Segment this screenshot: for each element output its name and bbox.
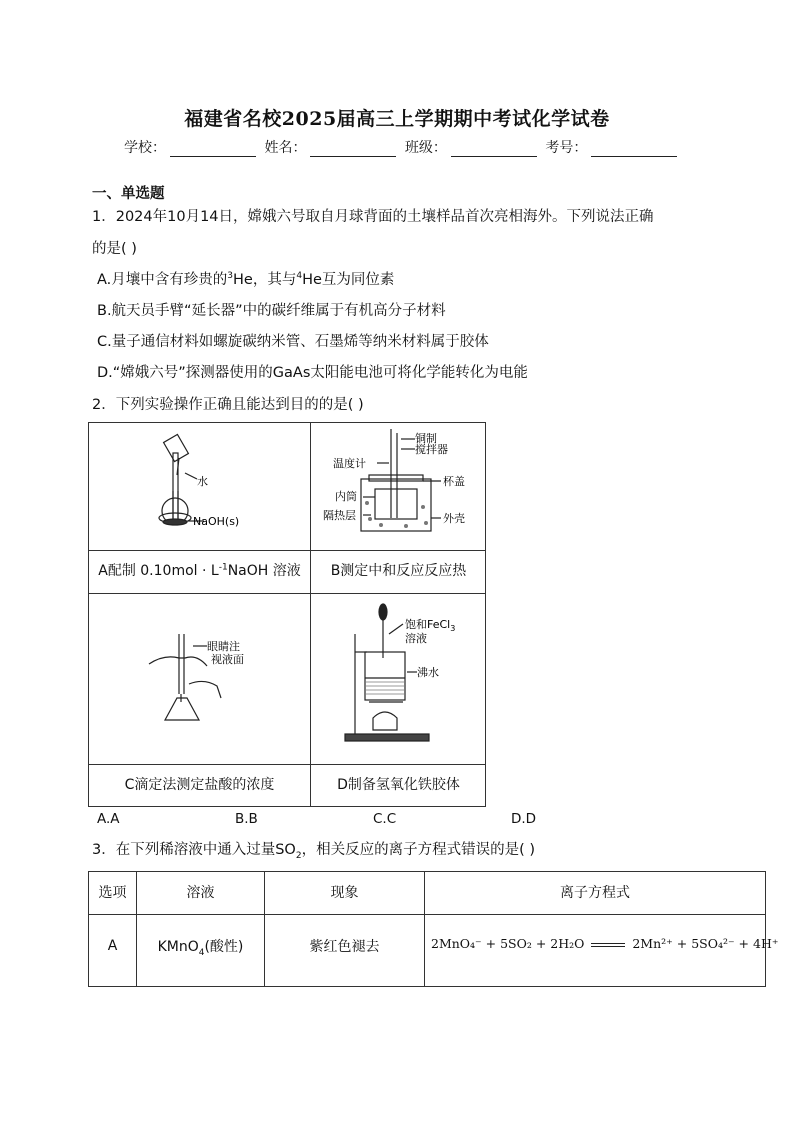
label-stirrer-2: 搅拌器 [415, 443, 448, 456]
figure-d-heating-beaker [311, 594, 486, 764]
name-blank[interactable] [310, 141, 396, 157]
q1-option-a [97, 268, 394, 289]
header-equation: 离子方程式 [560, 885, 630, 901]
label-inner: 内筒 [335, 490, 357, 503]
q3-stem-sub: 2 [295, 850, 302, 861]
q3-table [88, 871, 779, 987]
label-stirrer-1: 铜制 [415, 432, 437, 445]
label-boiling-water: 沸水 [417, 666, 439, 679]
name-label: 姓名： [264, 140, 307, 156]
label-naoh: NaOH(s) [193, 515, 240, 528]
figure-c-titration [89, 594, 310, 764]
student-info-row [124, 137, 681, 157]
row-phenomenon: 紫红色褪去 [309, 939, 380, 955]
caption-c: C滴定法测定盐酸的浓度 [124, 777, 275, 793]
table-divider [89, 914, 765, 915]
school-label: 学校： [124, 140, 166, 156]
page-title: 福建省名校2025届高三上学期期中考试化学试卷 [184, 108, 610, 130]
q1-a-sup1: 3 [227, 271, 234, 282]
q1-a-post: He互为同位素 [302, 272, 395, 288]
row-solution-post: (酸性) [204, 939, 244, 955]
caption-d: D制备氢氧化铁胶体 [337, 777, 460, 793]
caption-a [89, 560, 310, 580]
caption-b: B测定中和反应反应热 [330, 563, 467, 579]
figure-a-volumetric-flask [89, 423, 310, 550]
q2-choice-b[interactable]: B.B [235, 811, 258, 827]
label-water: 水 [197, 475, 208, 488]
label-thermometer: 温度计 [333, 457, 366, 470]
header-solution: 溶液 [186, 885, 215, 901]
figure-b-calorimeter [311, 423, 486, 550]
number-blank[interactable] [591, 141, 677, 157]
row-solution-pre: KMnO [157, 939, 199, 955]
caption-a-sup: -1 [218, 562, 228, 573]
q1-option-d: D.“嫦娥六号”探测器使用的GaAs太阳能电池可将化学能转化为电能 [97, 365, 528, 381]
q1-a-text: A.月壤中含有珍贵的 [97, 272, 228, 288]
q1-stem-line1: 1．2024年10月14日，嫦娥六号取自月球背面的土壤样品首次亮相海外。下列说法正确 [92, 209, 654, 225]
q2-figure-table [88, 422, 486, 807]
q1-option-c: C.量子通信材料如螺旋碳纳米管、石墨烯等纳米材料属于胶体 [97, 334, 489, 350]
number-label: 考号： [545, 140, 588, 156]
row-solution [137, 936, 264, 958]
label-fecl3-2: 溶液 [405, 632, 427, 645]
label-lid: 杯盖 [443, 475, 465, 488]
q2-choice-d[interactable]: D.D [511, 811, 537, 827]
q3-stem-pre: 3．在下列稀溶液中通入过量SO [92, 842, 296, 858]
q2-stem: 2．下列实验操作正确且能达到目的的是( ) [92, 397, 364, 413]
class-label: 班级： [404, 140, 447, 156]
table-divider [89, 550, 485, 551]
q3-stem [92, 838, 535, 861]
equation-equals-sign [591, 943, 625, 947]
label-eye-1: 眼睛注 [207, 640, 240, 653]
equation-left: 2MnO₄⁻ + 5SO₂ + 2H₂O [431, 936, 585, 951]
q3-stem-post: ，相关反应的离子方程式错误的是( ) [301, 842, 535, 858]
row-equation [431, 936, 779, 951]
q1-option-b: B.航天员手臂“延长器”中的碳纤维属于有机高分子材料 [97, 303, 446, 319]
q1-stem-line2: 的是( ) [92, 241, 137, 257]
label-eye-2: 视液面 [211, 653, 244, 666]
label-fecl3-sub: 3 [450, 624, 456, 633]
equation-right: 2Mn²⁺ + 5SO₄²⁻ + 4H⁺ [632, 936, 779, 951]
school-blank[interactable] [170, 141, 256, 157]
table-divider [89, 764, 485, 765]
header-option: 选项 [98, 885, 127, 901]
q1-a-sup2: 4 [296, 271, 303, 282]
label-shell: 外壳 [443, 512, 465, 525]
label-insulation: 隔热层 [323, 509, 356, 522]
class-blank[interactable] [451, 141, 537, 157]
q1-a-mid: He，其与 [233, 272, 297, 288]
row-solution-sub: 4 [198, 947, 205, 958]
q2-choice-a[interactable]: A.A [97, 811, 120, 827]
header-phenomenon: 现象 [330, 885, 359, 901]
label-fecl3-text: 饱和FeCl [405, 618, 451, 631]
caption-a-post: NaOH 溶液 [227, 563, 301, 579]
label-fecl3-1 [405, 617, 455, 633]
caption-a-pre: A配制 0.10mol · L [98, 563, 219, 579]
row-option: A [107, 938, 118, 954]
q2-choice-c[interactable]: C.C [373, 811, 397, 827]
section-title: 一、单选题 [92, 186, 165, 202]
